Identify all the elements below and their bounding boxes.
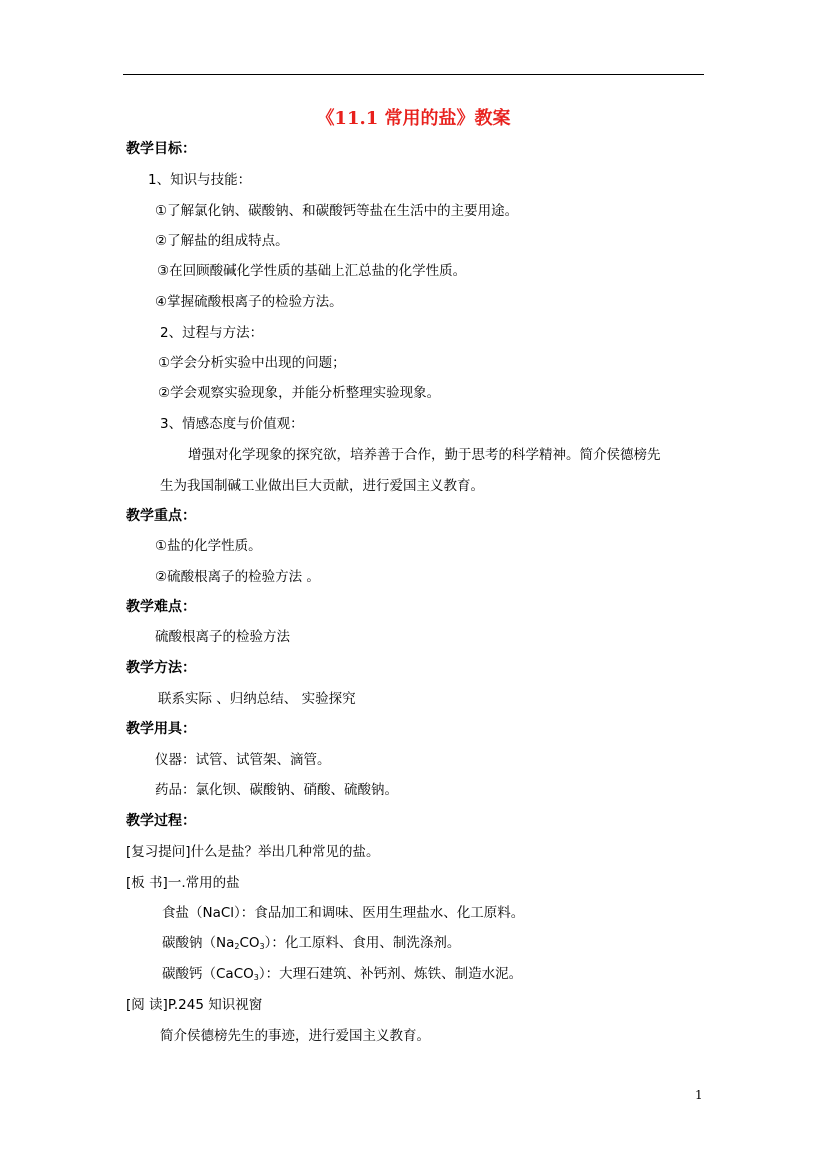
review-question: [复习提问]什么是盐？举出几种常见的盐。 [126,844,380,860]
page-number: 1 [695,1088,703,1102]
goal-1-item: ②了解盐的组成特点。 [155,233,289,249]
process-heading: 教学过程： [126,813,196,829]
key-point-item: ①盐的化学性质。 [155,538,262,554]
goal-3-title: 3、情感态度与价值观： [160,416,304,432]
reading-item: 简介侯德榜先生的事迹，进行爱国主义教育。 [160,1028,430,1044]
tools-item: 仪器：试管、试管架、滴管。 [155,752,331,768]
salt-use-item: 碳酸钠$(Na_2CO_3)$：化工原料、食用、制洗涤剂。 [162,935,461,951]
goal-3-text-line1: 增强对化学现象的探究欲，培养善于合作，勤于思考的科学精神。简介侯德榜先 [188,447,661,463]
header-rule [123,74,704,75]
goal-1-title: 1、知识与技能： [148,172,252,188]
difficulty-item: 硫酸根离子的检验方法 [155,629,290,645]
goal-1-item: ③在回顾酸碱化学性质的基础上汇总盐的化学性质。 [157,263,467,279]
difficulty-heading: 教学难点： [126,599,196,615]
goal-2-item: ②学会观察实验现象，并能分析整理实验现象。 [158,385,441,401]
board-title: [板 书]一.常用的盐 [126,875,240,891]
reading-title: [阅 读]P.245 知识视窗 [126,997,263,1013]
goal-1-item: ①了解氯化钠、碳酸钠、和碳酸钙等盐在生活中的主要用途。 [155,203,519,219]
goal-3-text-line2: 生为我国制碱工业做出巨大贡献，进行爱国主义教育。 [160,478,484,494]
salt-use-item: 食盐（NaCl）：食品加工和调味、医用生理盐水、化工原料。 [162,905,525,921]
key-point-item: ②硫酸根离子的检验方法 。 [155,569,320,585]
method-item: 联系实际 、归纳总结、 实验探究 [158,691,356,707]
goal-1-item: ④掌握硫酸根离子的检验方法。 [155,294,343,310]
method-heading: 教学方法： [126,660,196,676]
goals-heading: 教学目标： [126,141,196,157]
key-points-heading: 教学重点： [126,508,196,524]
doc-title: 《11.1 常用的盐》教案 [316,108,511,129]
salt-use-item: 碳酸钙（CaCO$_3$）：大理石建筑、补钙剂、炼铁、制造水泥。 [162,966,523,982]
goal-2-title: 2、过程与方法： [160,325,264,341]
tools-heading: 教学用具： [126,721,196,737]
goal-2-item: ①学会分析实验中出现的问题； [158,355,346,371]
tools-item: 药品：氯化钡、碳酸钠、硝酸、硫酸钠。 [155,782,398,798]
